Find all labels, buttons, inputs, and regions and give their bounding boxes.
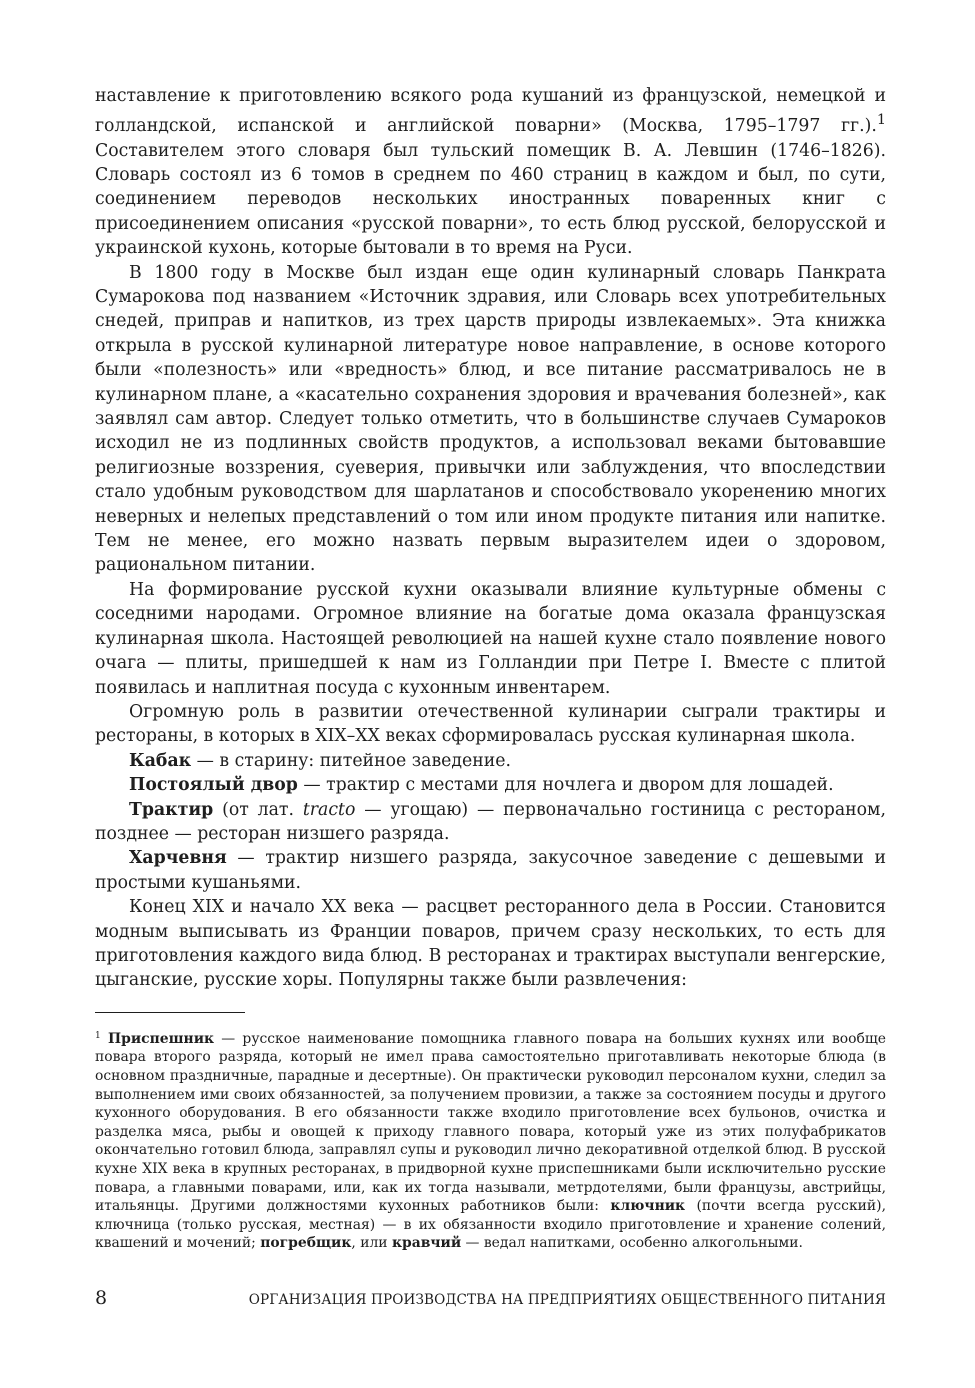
paragraph <box>95 798 886 847</box>
text-run: — угощаю) — первоначально гостиница с рестораном, позднее — ресторан низшего разряда. <box>95 799 886 844</box>
page-footer <box>95 1287 886 1313</box>
footnote-marker: 1 <box>95 1030 101 1041</box>
footnote-separator <box>95 1012 245 1013</box>
paragraph <box>95 895 886 993</box>
term: ключник <box>610 1198 686 1215</box>
paragraph <box>95 749 886 773</box>
term: Кабак <box>129 750 192 771</box>
text-run: — русское наименование помощника главного повара на больших кухнях или вообще повара второго разряда, который не имел права самостоятельно приготавливать некоторые блюда (в основном праздничные, парадные и десертные). Он практически руководил персоналом кухни, следил за выполнением ими своих обязанностей, за получением провизии, а также за состоянием посуды и другого кухонного оборудования. В его обязанности также входило приготовление всех бульонов, очистка и разделка мяса, рыбы и овощей к приходу главного повара, который уже из этих полуфабрикатов окончательно готовил блюда, заправлял супы и руководил лично декоративной отделкой блюд. В русской кухне XIX века в крупных ресторанах, в придворной кухне приспешниками были исключительно русские повара, а главными поварами, или, как их тогда называли, метрдотелями, были французы, австрийцы, итальянцы. Другими должностями кухонных работников были: <box>95 1030 887 1215</box>
text-run: наставление к приготовлению всякого рода кушаний из французской, немецкой и голландской, испанской и английской поварни» (Москва, 1795–1797 гг.). <box>95 86 886 137</box>
paragraph <box>95 846 886 895</box>
paragraph <box>95 84 886 261</box>
text-run: — трактир с местами для ночлега и двором для лошадей. <box>297 775 834 796</box>
paragraph <box>95 261 886 578</box>
italic-text: tracto <box>302 799 356 820</box>
paragraph <box>95 578 886 700</box>
term: Харчевня <box>129 848 227 869</box>
text-run: (от лат. <box>213 799 303 820</box>
text-run: — в старину: питейное заведение. <box>191 750 512 771</box>
text-run: На формирование русской кухни оказывали влияние культурные обмены с соседними народами. Огромное влияние на богатые дома оказала французская кулинарная школа. Настоящей революцией на нашей кухне стало появление нового очага — плиты, пришедшей к нам из Голландии при Петре I. Вместе с плитой появилась и наплитная посуда с кухонным инвентарем. <box>95 579 886 698</box>
term: Приспешник <box>108 1030 215 1047</box>
paragraph <box>95 773 886 797</box>
page-content <box>95 84 886 1253</box>
text-run: В 1800 году в Москве был издан еще один кулинарный словарь Панкрата Сумарокова под названием «Источник здравия, или Словарь всех употребительных снедей, приправ и напитков, из трех царств природы извлекаемых». Эта книжка открыла в русской кулинарной литературе новое направление, в основе которого были «полезность» или «вредность» блюд, и все питание рассматривалось не в кулинарном плане, а «касательно сохранения здоровия и врачевания болезней», как заявлял сам автор. Следует только отметить, что в большинстве случаев Сумароков исходил не из подлинных свойств продуктов, а использовал веками бытовавшие религиозные воззрения, суеверия, привычки или заблуждения, что впоследствии стало удобным руководством для шарлатанов и способствовало укоренению многих неверных и нелепых представлений о том или ином продукте питания или напитке. Тем не менее, его можно назвать первым выразителем идеи о здоровом, рациональном питании. <box>95 262 886 576</box>
text-run: Составителем этого словаря был тульский помещик В. А. Левшин (1746–1826). Словарь состоял из 6 томов в среднем по 460 страниц в каждом и был, по сути, соединением переводов нескольких иностранных поваренных книг с присоединением описания «русской поварни», то есть блюд русской, белорусской и украинской кухонь, которые бытовали в то время на Руси. <box>95 140 886 259</box>
text-run: (почти всегда русский), ключница (только русская, местная) — в их обязанности входило приготовление и хранение солений, квашений и мочений; <box>95 1198 886 1252</box>
footnote-marker: 1 <box>876 112 886 129</box>
term: Трактир <box>129 799 214 820</box>
body-text <box>95 84 886 993</box>
paragraph <box>95 700 886 749</box>
text-run: Конец XIX и начало XX века — расцвет ресторанного дела в России. Становится модным выписывать из Франции поваров, причем сразу нескольких, то есть для приготовления каждого вида блюд. В ресторанах и трактирах выступали венгерские, цыганские, русские хоры. Популярны также были развлечения: <box>95 897 886 991</box>
term: Постоялый двор <box>129 775 298 796</box>
text-run: Огромную роль в развитии отечественной кулинарии сыграли трактиры и рестораны, в которых в XIX–XX веках сформировалась русская кулинарная школа. <box>95 701 886 747</box>
running-title: ОРГАНИЗАЦИЯ ПРОИЗВОДСТВА НА ПРЕДПРИЯТИЯХ ОБЩЕСТВЕННОГО ПИТАНИЯ <box>248 1292 886 1308</box>
text-run: — ведал напитками, особенно алкогольными. <box>461 1235 803 1252</box>
text-run: , или <box>351 1235 392 1252</box>
page-number: 8 <box>95 1287 108 1309</box>
term: кравчий <box>391 1235 462 1252</box>
text-run: — трактир низшего разряда, закусочное заведение с дешевыми и простыми кушаньями. <box>95 848 886 893</box>
footnote <box>95 1027 886 1253</box>
term: погребщик <box>260 1235 352 1252</box>
text-run <box>101 1031 108 1047</box>
